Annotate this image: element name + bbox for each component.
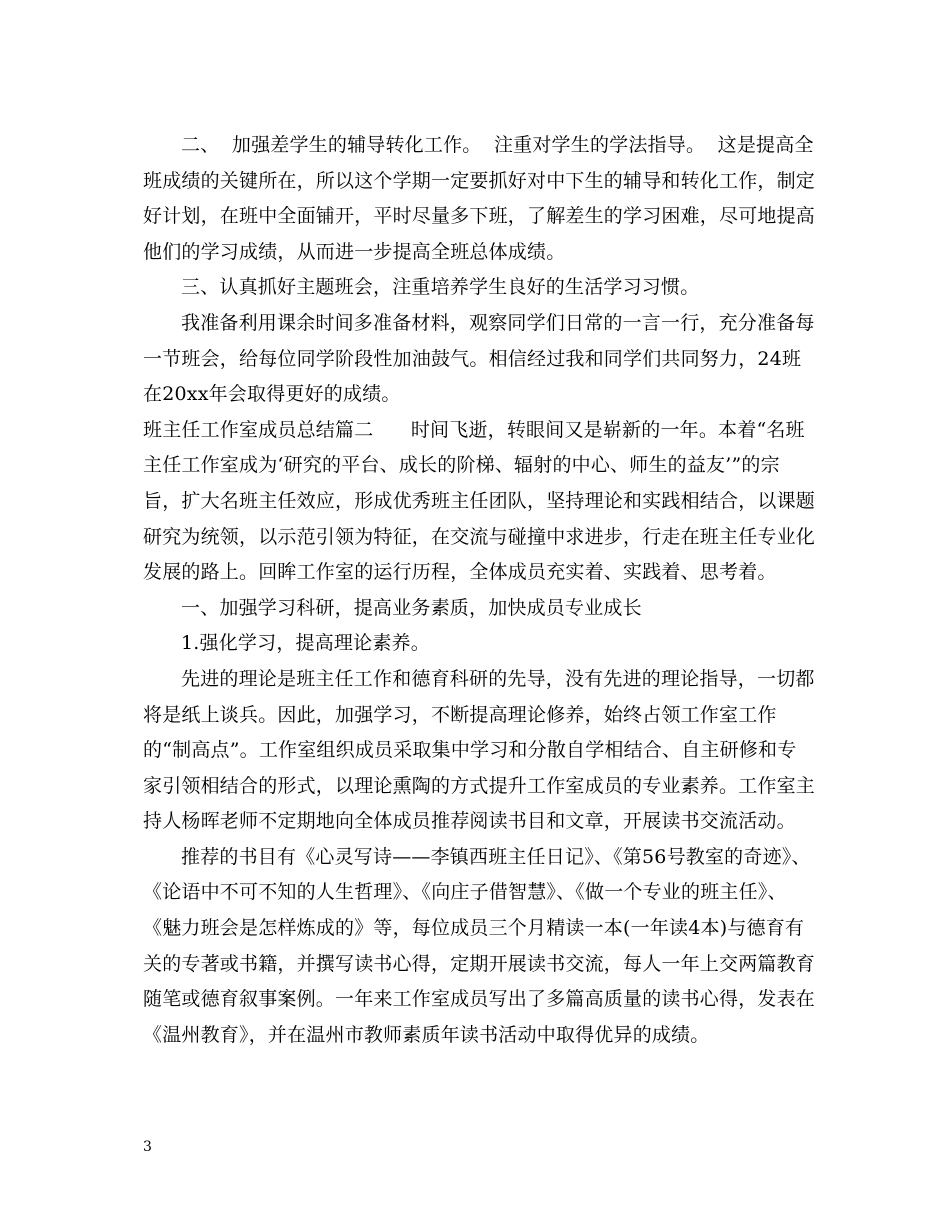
document-body (143, 128, 815, 1053)
paragraph-5: 一、加强学习科研，提高业务素质，加快成员专业成长 (181, 596, 642, 619)
paragraph-8: 推荐的书目有《心灵写诗——李镇西班主任日记》、《第56号教室的奇迹》、《论语中不可不知的人生哲理》、《向庄子借智慧》、《做一个专业的班主任》、《魅力班会是怎样炼成的》等，每位成员三个月精读一本(一年读4本)与德育有关的专著或书籍，并撰写读书心得，定期开展读书交流，每人一年上交两篇教育随笔或德育叙事案例。一年来工作室成员写出了多篇高质量的读书心得，发表在《温州教育》，并在温州市教师素质年读书活动中取得优异的成绩。 (143, 845, 816, 1046)
paragraph-6: 1.强化学习，提高理论素养。 (181, 632, 430, 655)
paragraph-3: 我准备利用课余时间多准备材料，观察同学们日常的一言一行，充分准备每一节班会，给每位同学阶段性加油鼓气。相信经过我和同学们共同努力，24班在20xx年会取得更好的成绩。 (143, 311, 815, 406)
paragraph-4: 班主任工作室成员总结篇二 时间飞逝，转眼间又是崭新的一年。本着“名班主任工作室成为‘研究的平台、成长的阶梯、辐射的中心、师生的益友’”的宗旨，扩大名班主任效应，形成优秀班主任团队，坚持理论和实践相结合，以课题研究为统领，以示范引领为特征，在交流与碰撞中求进步，行走在班主任专业化发展的路上。回眸工作室的运行历程，全体成员充实着、实践着、思考着。 (143, 418, 816, 584)
paragraph-7: 先进的理论是班主任工作和德育科研的先导，没有先进的理论指导，一切都将是纸上谈兵。因此，加强学习，不断提高理论修养，始终占领工作室工作的“制高点”。工作室组织成员采取集中学习和分散自学相结合、自主研修和专家引领相结合的形式，以理论熏陶的方式提升工作室成员的专业素养。工作室主持人杨晖老师不定期地向全体成员推荐阅读书目和文章，开展读书交流活动。 (143, 667, 816, 833)
paragraph-1: 二、 加强差学生的辅导转化工作。 注重对学生的学法指导。 这是提高全班成绩的关键所在，所以这个学期一定要抓好对中下生的辅导和转化工作，制定好计划，在班中全面铺开，平时尽量多下班，了解差生的学习困难，尽可地提高他们的学习成绩，从而进一步提高全班总体成绩。 (143, 134, 816, 263)
paragraph-2: 三、认真抓好主题班会，注重培养学生良好的生活学习习惯。 (181, 276, 700, 299)
page-number: 3 (143, 1139, 152, 1155)
